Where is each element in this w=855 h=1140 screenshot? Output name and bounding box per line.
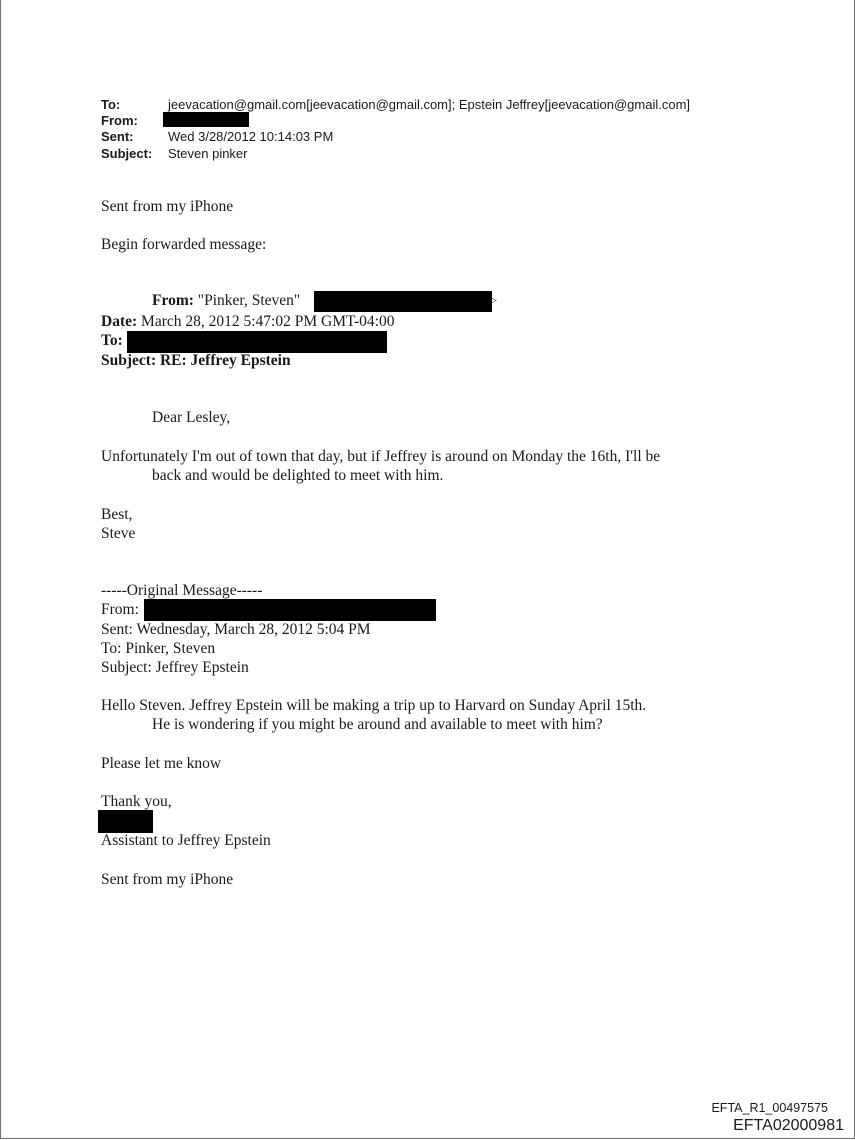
subject-label: Subject: bbox=[101, 146, 153, 161]
orig-sent-line: Sent: Wednesday, March 28, 2012 5:04 PM bbox=[101, 621, 371, 638]
fwd-subject-label: Subject: bbox=[101, 352, 157, 369]
original-marker: -----Original Message----- bbox=[101, 582, 263, 599]
fwd-date-line bbox=[101, 313, 395, 331]
orig-please: Please let me know bbox=[101, 755, 222, 772]
redaction-block bbox=[127, 331, 387, 353]
to-label: To: bbox=[101, 97, 121, 112]
fwd-signature: Steve bbox=[101, 525, 136, 542]
fwd-from-label: From: bbox=[152, 292, 194, 309]
fwd-greeting: Dear Lesley, bbox=[152, 409, 231, 426]
fwd-subject-line bbox=[101, 352, 291, 370]
subject-value: Steven pinker bbox=[168, 146, 248, 161]
fwd-subject-value: RE: Jeffrey Epstein bbox=[159, 352, 291, 369]
redaction-block bbox=[144, 599, 436, 621]
orig-subject-line: Subject: Jeffrey Epstein bbox=[101, 659, 249, 676]
fwd-para-line-2: back and would be delighted to meet with him. bbox=[152, 467, 444, 484]
redaction-block bbox=[163, 112, 249, 127]
redaction-block bbox=[314, 291, 492, 312]
fwd-from-suffix: > bbox=[491, 295, 498, 307]
orig-sent-from-iphone: Sent from my iPhone bbox=[101, 871, 234, 888]
fwd-date-label: Date: bbox=[101, 313, 138, 330]
fwd-para-line-1: Unfortunately I'm out of town that day, but if Jeffrey is around on Monday the 16th, I'll be bbox=[101, 448, 661, 465]
bates-number-2: EFTA02000981 bbox=[733, 1117, 844, 1134]
sent-value: Wed 3/28/2012 10:14:03 PM bbox=[168, 129, 334, 144]
orig-to-line: To: Pinker, Steven bbox=[101, 640, 216, 657]
orig-para-line-2: He is wondering if you might be around and available to meet with him? bbox=[152, 716, 603, 733]
bates-number-1: EFTA_R1_00497575 bbox=[711, 1101, 828, 1115]
fwd-to-label: To: bbox=[101, 332, 123, 349]
begin-forwarded: Begin forwarded message: bbox=[101, 236, 267, 253]
fwd-from-value: "Pinker, Steven" bbox=[197, 292, 301, 309]
orig-from-label: From: bbox=[101, 601, 139, 618]
from-label: From: bbox=[101, 113, 138, 128]
redaction-block bbox=[98, 810, 153, 833]
orig-thanks: Thank you, bbox=[101, 793, 172, 810]
sent-from-iphone: Sent from my iPhone bbox=[101, 198, 234, 215]
fwd-closing: Best, bbox=[101, 506, 133, 523]
fwd-date-value: March 28, 2012 5:47:02 PM GMT-04:00 bbox=[141, 313, 395, 330]
orig-para-line-1: Hello Steven. Jeffrey Epstein will be making a trip up to Harvard on Sunday April 15th. bbox=[101, 697, 647, 714]
to-value: jeevacation@gmail.com[jeevacation@gmail.com]; Epstein Jeffrey[jeevacation@gmail.com] bbox=[168, 97, 691, 112]
fwd-from-line bbox=[152, 292, 300, 310]
orig-assistant: Assistant to Jeffrey Epstein bbox=[101, 832, 271, 849]
sent-label: Sent: bbox=[101, 129, 134, 144]
